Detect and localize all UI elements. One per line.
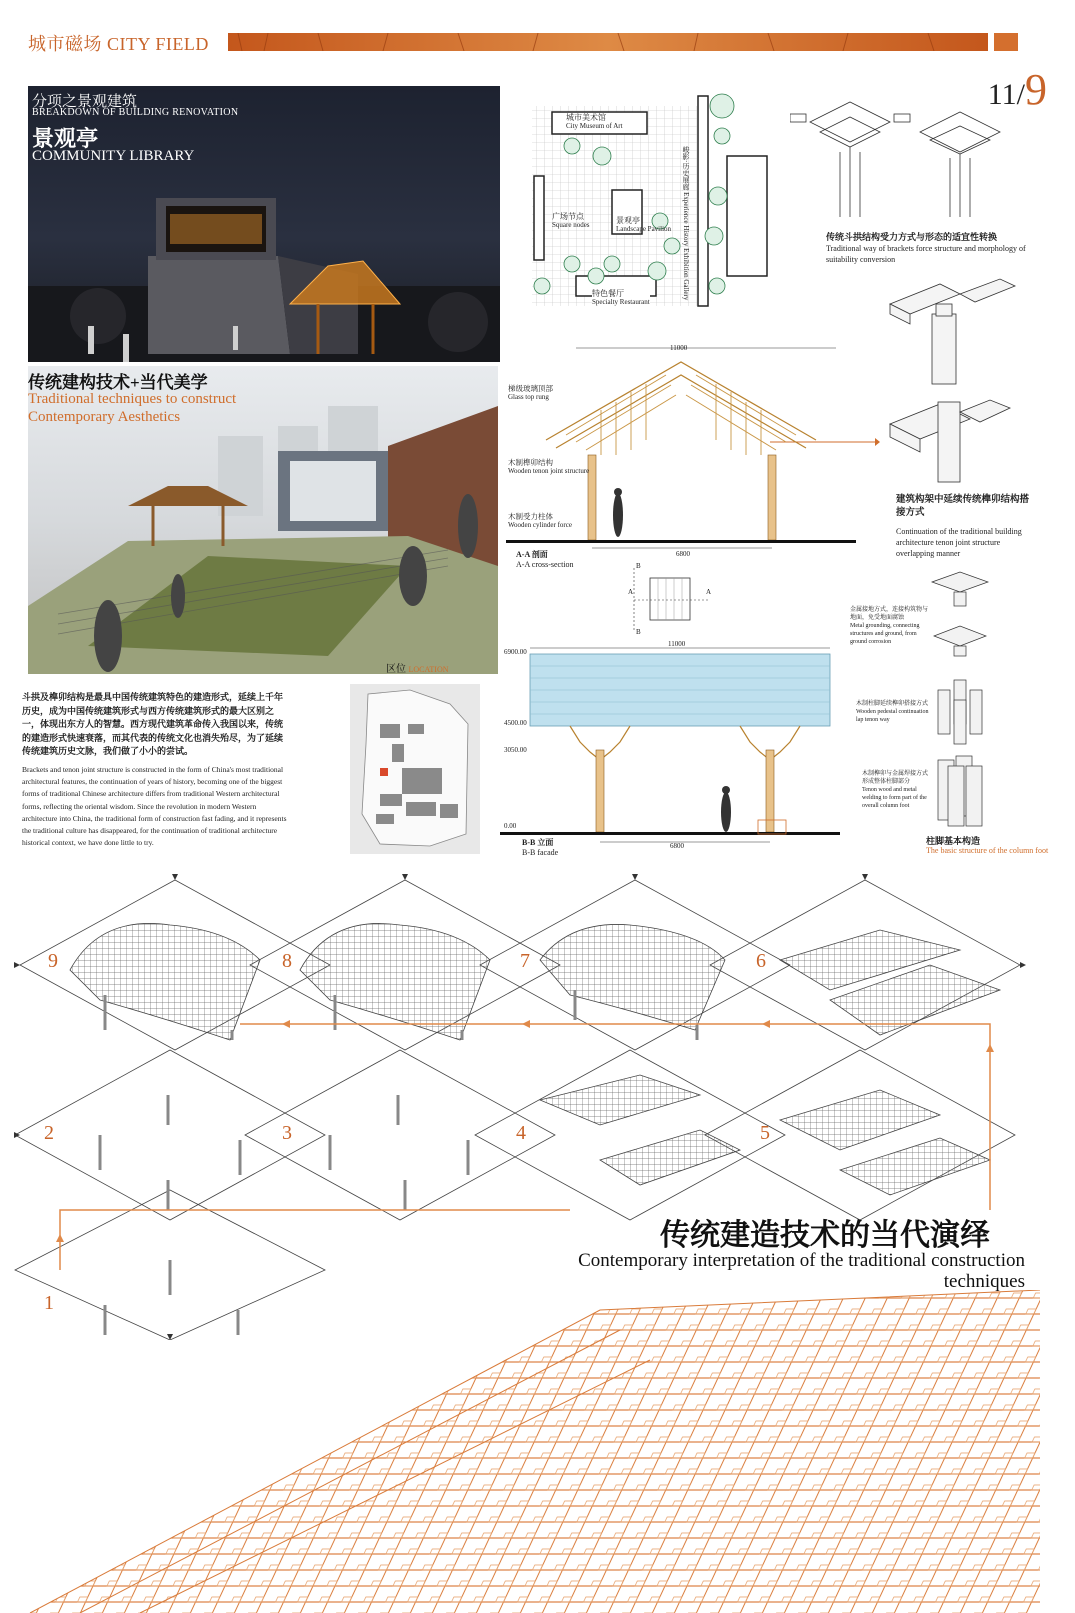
hero-subtitle-en: BREAKDOWN OF BUILDING RENOVATION [32,107,239,118]
location-label-cn: 区位 [386,664,406,674]
location-label [386,660,449,674]
section-label-tenon: 木制榫卯结构 Wooden tenon joint structure [508,458,590,475]
step-9: 9 [48,950,58,972]
step-6: 6 [756,950,766,972]
facade-level-1: 6900.00 [504,648,527,656]
hero-title-cn: 景观亭 [32,126,99,151]
site-label-gallery: 峻影·历史展廊 Experience History Exhibition Gallery [682,146,690,301]
section-dim-bottom: 6800 [676,550,690,558]
site-label-restaurant: 特色餐厅 Specialty Restaurant [592,289,650,306]
wood-lattice-illustration [0,1290,1075,1613]
interpretation-title-en-1: Contemporary interpretation of the traditional construction [578,1250,1025,1271]
site-label-pavilion: 景观亭 Landscape Pavilion [616,216,672,233]
facade-bb-drawing [500,642,840,856]
page-current: 11/ [987,78,1025,111]
facade-bb [500,642,840,856]
key-plan-a-right: A [706,588,712,596]
bracket-drawings [790,92,1020,232]
facade-dim-bottom: 6800 [670,842,684,850]
column-foot-note-2: 木制柱脚延续榫卯搭接方式 Wooden pedestal continuation lap tenon way [856,701,929,723]
step-1: 1 [44,1292,54,1314]
joinery-caption [896,494,1036,559]
facade-dim-top: 11000 [668,640,686,648]
location-map [350,684,480,854]
aesthetics-title-cn: 传统建构技术+当代美学 [28,373,208,392]
section-label-glass: 梯级玻璃顶部 Glass top rung [508,384,553,401]
location-map-drawing [350,684,480,854]
section-dim-top: 11000 [670,344,688,352]
site-label-museum: 城市美术馆 City Museum of Art [566,113,623,130]
key-plan-a-left: A [628,588,634,596]
header-wood-bar [228,33,1018,51]
step-7: 7 [520,950,530,972]
bracket-caption [826,232,1031,265]
location-label-en: LOCATION [408,665,449,674]
hero-subtitle-cn: 分项之景观建筑 [32,94,138,110]
header-title: 城市磁场 CITY FIELD [28,34,209,54]
night-scene-illustration [28,86,500,362]
key-plan-b-top: B [636,562,641,570]
key-plan [628,562,718,636]
aesthetics-title-en-1: Traditional techniques to construct [28,391,237,407]
hero-title-en: COMMUNITY LIBRARY [32,148,195,164]
description-en: Brackets and tenon joint structure is constructed in the form of China's most traditional architectural features, the continuation of years of history, becoming one of the biggest forms of traditional Chinese architecture differs from traditional Western architectural forms, reflecting the oriental wisdom. Since the revolution in modern Western architecture into China, the traditional form of construction fast fading, and it represents the traditional culture has disappeared, for the continuation of traditional architecture historical context, we have done little to try. [22,765,287,848]
column-foot-note-1: 金属接地方式，连接构筑物与地面，免受地面腐蚀 Metal grounding, connecting structures and ground, from ground corrosion [850,607,929,645]
step-4: 4 [516,1122,526,1144]
interpretation-title-en [503,1250,1025,1292]
section-label-column: 木制受力柱体 Wooden cylinder force [508,512,572,529]
page-total: 9 [1025,65,1047,114]
step-8: 8 [282,950,292,972]
column-foot-note-3: 木制榫卯与金属焊接方式形成整体柱脚部分 Tenon wood and metal welding to form part of the overall column foot [862,771,929,809]
key-plan-b-bottom: B [636,628,641,636]
facade-level-3: 3050.00 [504,746,527,754]
column-foot-title [926,836,1048,856]
section-aa [506,340,856,570]
tenon-joint-diagram [880,274,1030,494]
description-cn: 斗拱及榫卯结构是最具中国传统建筑特色的建造形式，延续上千年历史，成为中国传统建筑形式与西方传统建筑形式的最大区别之一，体现出东方人的智慧。西方现代建筑革命传入我国以来，传统的建造形式快速衰落，而其代表的传统文化也消失殆尽，为了延续传统建筑历史文脉，我们做了小小的尝试。 [22,692,284,756]
bracket-axonometric [790,92,1020,232]
section-caption: A-A 剖面 A-A cross-section [516,550,574,569]
facade-level-4: 0.00 [504,822,517,830]
bracket-caption-cn: 传统斗拱结构受力方式与形态的适宜性转换 [826,232,998,242]
joinery-caption-en: Continuation of the traditional building architecture tenon joint structure overlapping manner [896,527,1022,558]
interpretation-title-cn: 传统建造技术的当代演绎 [660,1219,990,1252]
facade-level-2: 4500.00 [504,719,527,727]
joinery-caption-cn: 建筑构架中延续传统榫卯结构搭接方式 [896,495,1030,518]
hero-night-render [28,86,500,362]
tenon-joint-illustration [880,274,1030,494]
section-aa-drawing [506,340,856,570]
site-label-square: 广场节点 Square nodes [552,212,590,229]
step-3: 3 [282,1122,292,1144]
bracket-caption-en: Traditional way of brackets force structure and morphology of suitability conversion [826,244,1026,264]
key-plan-drawing [628,566,718,636]
step-2: 2 [44,1122,54,1144]
column-foot-illustration [920,570,1030,838]
aesthetics-render [28,366,498,674]
column-foot-title-cn: 柱脚基本构造 [926,836,981,846]
facade-caption: B-B 立面 B-B facade [522,838,559,857]
column-foot-diagrams [920,570,1030,838]
step-5: 5 [760,1122,770,1144]
site-plan [512,86,770,314]
aesthetics-title-en-2: Contemporary Aesthetics [28,409,181,425]
interpretation-title-en-2: techniques [943,1271,1025,1292]
site-plan-drawing [512,86,770,314]
column-foot-title-en: The basic structure of the column foot [926,846,1049,855]
